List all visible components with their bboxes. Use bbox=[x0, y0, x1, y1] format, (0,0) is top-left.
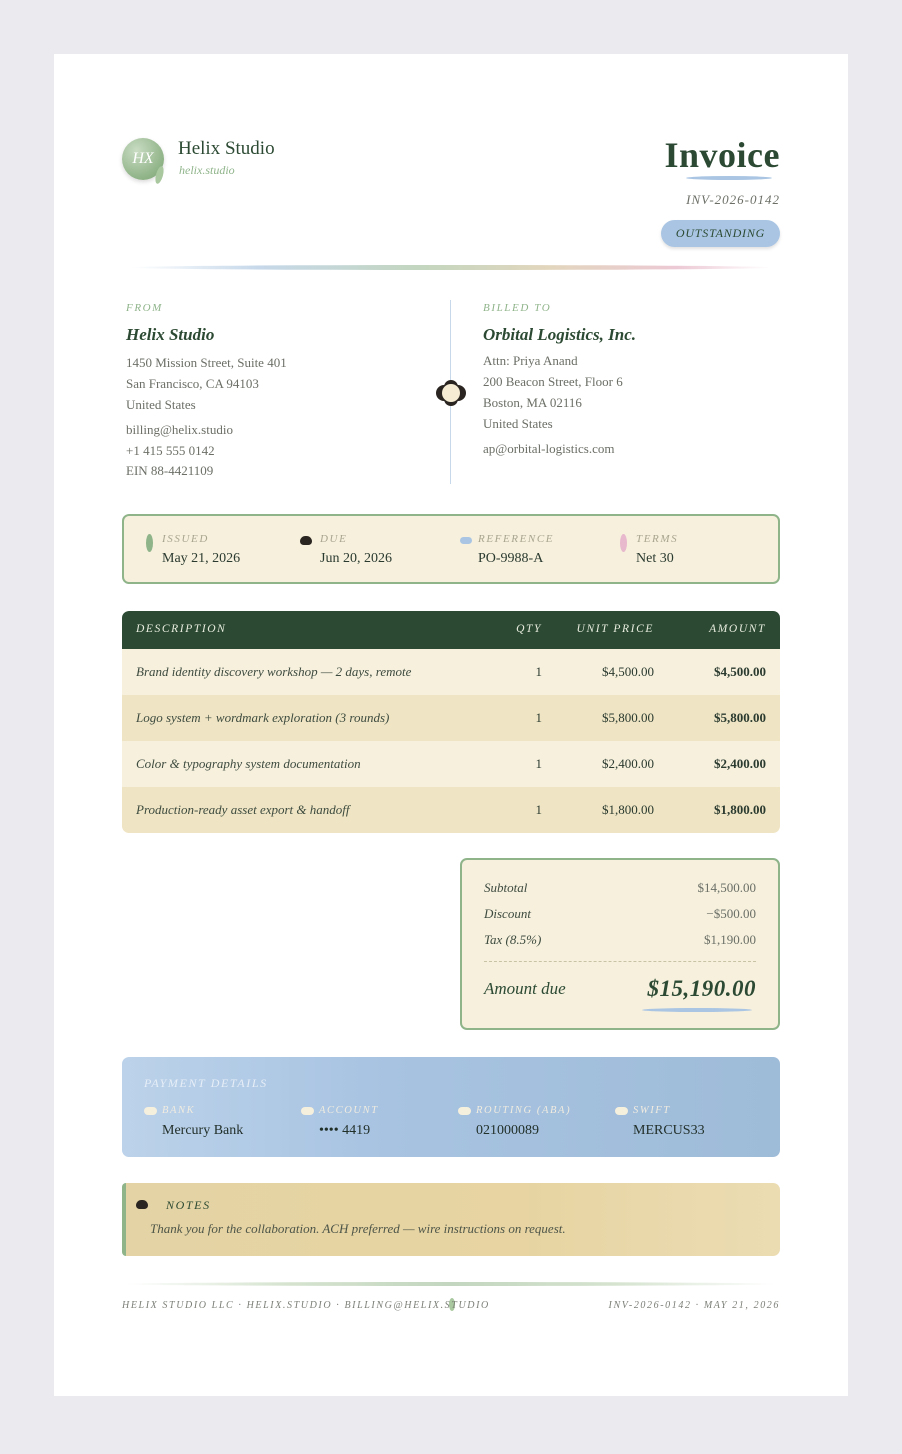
billed-to-address-line: United States bbox=[483, 416, 553, 431]
notes-panel bbox=[122, 1183, 780, 1256]
subtotal-label: Subtotal bbox=[484, 880, 528, 895]
payment-details-panel bbox=[122, 1057, 780, 1157]
row-qty: 1 bbox=[535, 802, 542, 817]
table-row bbox=[122, 695, 780, 742]
from-label: FROM bbox=[126, 302, 163, 314]
due-date: Jun 20, 2026 bbox=[320, 551, 392, 566]
table-header bbox=[122, 611, 780, 649]
from-contact bbox=[126, 420, 233, 482]
issued-label: ISSUED bbox=[162, 533, 209, 545]
row-unit-price: $4,500.00 bbox=[602, 664, 654, 679]
footer-right: INV-2026-0142 · MAY 21, 2026 bbox=[608, 1300, 780, 1311]
swift-label: SWIFT bbox=[633, 1105, 671, 1116]
footer-left: HELIX STUDIO LLC · HELIX.STUDIO · BILLING@HELIX.STUDIO bbox=[122, 1300, 490, 1311]
invoice-page bbox=[54, 54, 848, 1396]
discount-label: Discount bbox=[484, 906, 531, 921]
row-unit-price: $1,800.00 bbox=[602, 802, 654, 817]
status-badge: OUTSTANDING bbox=[661, 220, 780, 247]
from-address-line: 1450 Mission Street, Suite 401 bbox=[126, 355, 287, 370]
notes-text: Thank you for the collaboration. ACH preferred — wire instructions on request. bbox=[150, 1221, 566, 1236]
totals-box bbox=[460, 858, 780, 1030]
from-phone: +1 415 555 0142 bbox=[126, 442, 215, 458]
issued-date: May 21, 2026 bbox=[162, 551, 241, 566]
amount-due-value: $15,190.00 bbox=[647, 976, 756, 1001]
cloud-icon bbox=[300, 536, 312, 545]
billed-to-address bbox=[483, 350, 623, 434]
cloud-icon bbox=[615, 1107, 628, 1115]
cloud-icon bbox=[301, 1107, 314, 1115]
header-qty: QTY bbox=[516, 623, 542, 635]
row-unit-price: $2,400.00 bbox=[602, 756, 654, 771]
leaf-icon bbox=[146, 534, 153, 552]
payment-title: PAYMENT DETAILS bbox=[144, 1076, 268, 1090]
cloud-icon bbox=[460, 537, 472, 544]
row-amount: $2,400.00 bbox=[714, 756, 766, 771]
billed-to-address-line: Boston, MA 02116 bbox=[483, 395, 582, 410]
billed-to-name: Orbital Logistics, Inc. bbox=[483, 325, 637, 344]
company-name: Helix Studio bbox=[178, 138, 275, 159]
flower-icon bbox=[435, 378, 467, 408]
from-email: billing@helix.studio bbox=[126, 422, 233, 437]
invoice-number: INV-2026-0142 bbox=[686, 192, 780, 207]
billed-to-email: ap@orbital-logistics.com bbox=[483, 441, 615, 456]
bank-value: Mercury Bank bbox=[162, 1123, 244, 1138]
table-row bbox=[122, 787, 780, 833]
swift-value: MERCUS33 bbox=[633, 1123, 705, 1138]
row-qty: 1 bbox=[535, 756, 542, 771]
row-unit-price: $5,800.00 bbox=[602, 710, 654, 725]
header-unit-price: UNIT PRICE bbox=[576, 623, 654, 635]
row-description: Color & typography system documentation bbox=[136, 756, 361, 771]
petal-icon bbox=[620, 534, 627, 552]
reference-label: REFERENCE bbox=[478, 533, 555, 545]
bank-label: BANK bbox=[162, 1105, 196, 1116]
company-handle: helix.studio bbox=[179, 163, 235, 177]
cloud-icon bbox=[144, 1107, 157, 1115]
table-row bbox=[122, 649, 780, 696]
row-amount: $1,800.00 bbox=[714, 802, 766, 817]
row-description: Logo system + wordmark exploration (3 rounds) bbox=[136, 710, 390, 725]
row-amount: $4,500.00 bbox=[714, 664, 766, 679]
table-row bbox=[122, 741, 780, 788]
invoice-title: Invoice bbox=[664, 135, 780, 175]
from-ein: EIN 88-4421109 bbox=[126, 463, 214, 478]
cloud-icon bbox=[458, 1107, 471, 1115]
from-address bbox=[126, 352, 287, 415]
account-value: •••• 4419 bbox=[319, 1123, 371, 1138]
routing-label: ROUTING (ABA) bbox=[476, 1105, 572, 1116]
totals-divider bbox=[484, 961, 756, 962]
header-description: DESCRIPTION bbox=[136, 623, 227, 635]
reference-value: PO-9988-A bbox=[478, 551, 544, 566]
due-label: DUE bbox=[320, 533, 348, 545]
billed-to-label: BILLED TO bbox=[483, 302, 552, 314]
amount-due-label: Amount due bbox=[484, 979, 566, 998]
title-underline bbox=[686, 176, 772, 180]
header-divider bbox=[130, 265, 772, 270]
terms-value: Net 30 bbox=[636, 551, 674, 566]
from-address-line: San Francisco, CA 94103 bbox=[126, 376, 259, 391]
row-description: Production-ready asset export & handoff bbox=[136, 802, 350, 817]
meta-strip bbox=[122, 514, 780, 584]
row-qty: 1 bbox=[535, 664, 542, 679]
notes-title: NOTES bbox=[166, 1198, 211, 1212]
account-label: ACCOUNT bbox=[319, 1105, 379, 1116]
row-qty: 1 bbox=[535, 710, 542, 725]
tax-label: Tax (8.5%) bbox=[484, 932, 542, 947]
subtotal-value: $14,500.00 bbox=[697, 880, 756, 895]
row-description: Brand identity discovery workshop — 2 days, remote bbox=[136, 664, 412, 679]
footer-divider bbox=[122, 1282, 780, 1286]
billed-to-address-line: Attn: Priya Anand bbox=[483, 353, 578, 368]
tax-value: $1,190.00 bbox=[704, 932, 756, 947]
from-address-line: United States bbox=[126, 397, 196, 412]
header-amount: AMOUNT bbox=[709, 623, 766, 635]
terms-label: TERMS bbox=[636, 533, 679, 545]
amount-underline bbox=[642, 1008, 752, 1012]
row-amount: $5,800.00 bbox=[714, 710, 766, 725]
cloud-icon bbox=[136, 1200, 148, 1209]
logo-initials: HX bbox=[132, 150, 154, 167]
from-name: Helix Studio bbox=[126, 325, 215, 344]
billed-to-address-line: 200 Beacon Street, Floor 6 bbox=[483, 374, 623, 389]
routing-value: 021000089 bbox=[476, 1123, 539, 1138]
discount-value: −$500.00 bbox=[706, 906, 756, 921]
